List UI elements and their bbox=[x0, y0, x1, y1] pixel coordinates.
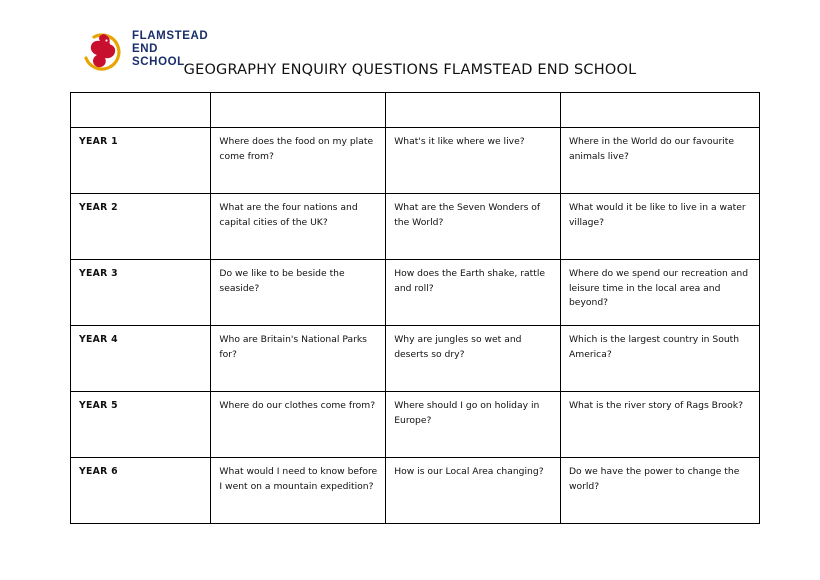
table-row bbox=[71, 392, 760, 458]
header-cell-term3 bbox=[560, 93, 759, 128]
question-cell: Do we have the power to change the world? bbox=[560, 458, 759, 524]
question-cell: Where do we spend our recreation and leisure time in the local area and beyond? bbox=[560, 260, 759, 326]
question-cell: Where should I go on holiday in Europe? bbox=[386, 392, 561, 458]
question-cell: Do we like to be beside the seaside? bbox=[211, 260, 386, 326]
question-cell: Why are jungles so wet and deserts so dry? bbox=[386, 326, 561, 392]
question-cell: What are the four nations and capital cities of the UK? bbox=[211, 194, 386, 260]
header-cell-term2 bbox=[386, 93, 561, 128]
question-cell: Where do our clothes come from? bbox=[211, 392, 386, 458]
table-row bbox=[71, 326, 760, 392]
question-cell: Where does the food on my plate come from? bbox=[211, 128, 386, 194]
question-cell: Who are Britain's National Parks for? bbox=[211, 326, 386, 392]
logo-line-1: FLAMSTEAD bbox=[132, 30, 209, 42]
question-cell: What is the river story of Rags Brook? bbox=[560, 392, 759, 458]
year-label: YEAR 5 bbox=[71, 392, 211, 458]
header-cell-year bbox=[71, 93, 211, 128]
question-cell: What would it be like to live in a water village? bbox=[560, 194, 759, 260]
question-cell: How is our Local Area changing? bbox=[386, 458, 561, 524]
table-row bbox=[71, 194, 760, 260]
year-label: YEAR 2 bbox=[71, 194, 211, 260]
year-label: YEAR 4 bbox=[71, 326, 211, 392]
question-cell: Which is the largest country in South America? bbox=[560, 326, 759, 392]
logo-line-2: END bbox=[132, 43, 159, 55]
year-label: YEAR 6 bbox=[71, 458, 211, 524]
year-label: YEAR 1 bbox=[71, 128, 211, 194]
logo-line-3: SCHOOL bbox=[132, 56, 185, 68]
table-row bbox=[71, 260, 760, 326]
question-cell: Where in the World do our favourite animals live? bbox=[560, 128, 759, 194]
page-title: GEOGRAPHY ENQUIRY QUESTIONS FLAMSTEAD END SCHOOL bbox=[183, 62, 637, 78]
question-cell: What are the Seven Wonders of the World? bbox=[386, 194, 561, 260]
table-header-row bbox=[71, 93, 760, 128]
question-cell: How does the Earth shake, rattle and roll? bbox=[386, 260, 561, 326]
header-cell-term1 bbox=[211, 93, 386, 128]
enquiry-questions-table bbox=[70, 92, 760, 524]
table-row bbox=[71, 458, 760, 524]
question-cell: What's it like where we live? bbox=[386, 128, 561, 194]
year-label: YEAR 3 bbox=[71, 260, 211, 326]
table-row bbox=[71, 128, 760, 194]
question-cell: What would I need to know before I went on a mountain expedition? bbox=[211, 458, 386, 524]
